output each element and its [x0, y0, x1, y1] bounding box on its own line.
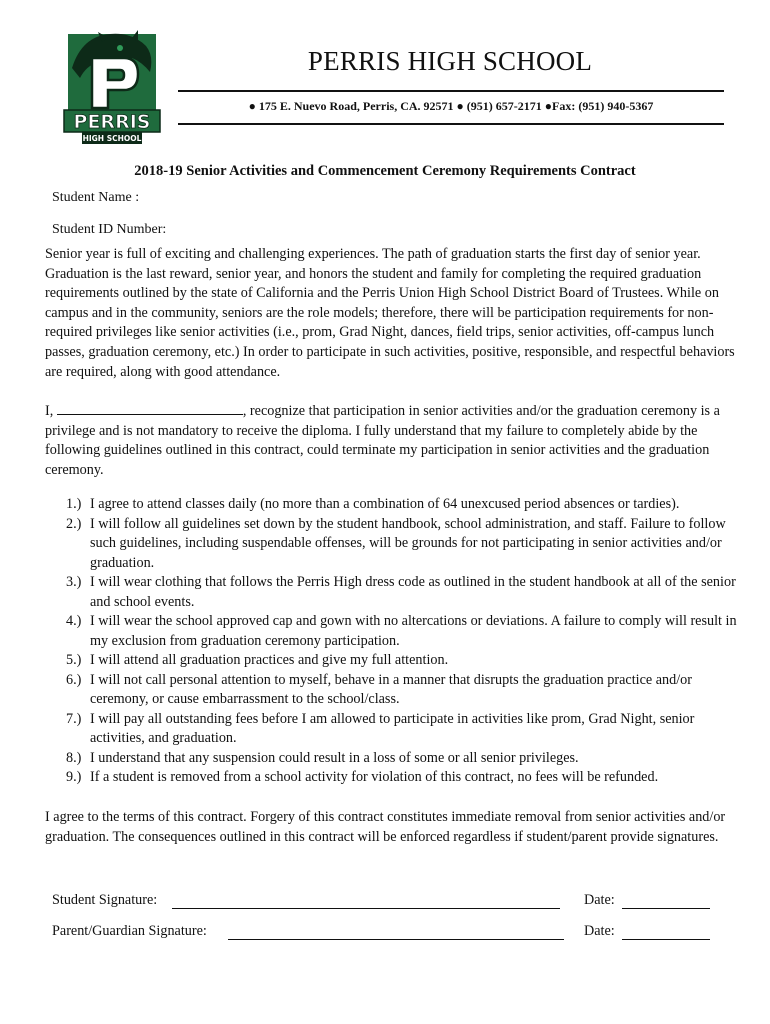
student-name-blank[interactable]: [57, 400, 243, 415]
item-number: 1.): [66, 496, 82, 512]
item-number: 4.): [66, 613, 82, 629]
item-text: I will wear the school approved cap and gown with no altercations or deviations. A failure to comply will result in my exclusion from graduation ceremony participation.: [90, 613, 737, 649]
header-divider-bottom: [178, 123, 724, 125]
item-number: 7.): [66, 710, 82, 727]
item-number: 2.): [66, 515, 82, 532]
school-name: PERRIS HIGH SCHOOL: [307, 46, 593, 76]
item-number: 8.): [66, 749, 82, 766]
student-id-label: Student ID Number:: [52, 222, 167, 237]
item-text: I agree to attend classes daily (no more than a combination of 64 unexcused period absences or tardies).: [90, 496, 680, 512]
item-text: I will attend all graduation practices and give my full attention.: [90, 652, 449, 668]
item-text: I will not call personal attention to myself, behave in a manner that disrupts the graduation practice and/or ceremony, or cause embarrassment to the school/class.: [90, 671, 692, 707]
student-name-label: Student Name :: [52, 190, 140, 205]
parent-date-line[interactable]: [622, 939, 710, 940]
item-text: I understand that any suspension could result in a loss of some or all senior privileges.: [90, 749, 579, 766]
list-item: [66, 749, 740, 769]
list-item: [66, 651, 740, 671]
list-item: [66, 573, 740, 612]
requirements-list: [66, 495, 740, 788]
student-date-line[interactable]: [622, 908, 710, 909]
list-item: [66, 612, 740, 651]
list-item: [66, 495, 740, 515]
contract-title: 2018-19 Senior Activities and Commencement Ceremony Requirements Contract: [134, 163, 636, 179]
item-text: I will pay all outstanding fees before I am allowed to participate in activities like prom, Grad Night, senior activities, and graduation.: [90, 710, 695, 746]
item-text: If a student is removed from a school activity for violation of this contract, no fees will be refunded.: [90, 769, 659, 785]
school-logo: [62, 28, 162, 148]
student-signature-line[interactable]: [172, 908, 560, 909]
student-date-label: Date:: [584, 892, 615, 908]
list-item: [66, 671, 740, 710]
student-signature-label: Student Signature:: [52, 892, 158, 908]
agreement-text: , recognize that participation in senior activities and/or the graduation ceremony is a privilege and is not mandatory to receive the diploma. I fully understand that my failure to completely abide by the following guidelines outlined in this contract, could terminate my participation in senior activities and the graduation ceremony.: [45, 403, 720, 478]
item-number: 3.): [66, 574, 82, 590]
intro-paragraph: Senior year is full of exciting and challenging experiences. The path of graduation starts the first day of senior year. Graduation is the last reward, senior year, and honors the student and family for completing the required graduation requirements outlined by the state of California and the Perris Union High School District Board of Trustees. While on campus and in the community, seniors are the role models; therefore, there will be participation requirements for non-required privileges like senior activities (i.e., prom, Grad Night, dances, field trips, senior activities, off-campus lunch passes, graduation ceremony, etc.) In order to participate in such activities, positive, responsible, and respectful behaviors are required, along with good attendance.: [45, 246, 735, 380]
logo-wordmark: PERRIS: [73, 111, 151, 133]
item-number: 5.): [66, 652, 82, 668]
item-number: 6.): [66, 671, 82, 688]
agreement-paragraph: [45, 400, 735, 480]
item-text: I will follow all guidelines set down by the student handbook, school administration, and staff. Failure to follow such guidelines, including suspendable offenses, will be grounds for not participating in senior activities and/or graduation.: [90, 515, 726, 571]
item-number: 9.): [66, 769, 82, 785]
agreement-prefix: I,: [45, 403, 57, 419]
closing-paragraph: I agree to the terms of this contract. Forgery of this contract constitutes immediate removal from senior activities and/or graduation. The consequences outlined in this contract will be enforced regardless if student/parent provide signatures.: [45, 809, 726, 845]
list-item: [66, 768, 740, 788]
parent-signature-line[interactable]: [228, 939, 564, 940]
item-text: I will wear clothing that follows the Perris High dress code as outlined in the student handbook at all of the senior and school events.: [90, 574, 736, 610]
list-item: [66, 515, 740, 574]
logo-subtext: HIGH SCHOOL: [82, 134, 142, 143]
header-divider-top: [178, 90, 724, 92]
list-item: [66, 710, 740, 749]
parent-date-label: Date:: [584, 923, 615, 939]
school-address: ● 175 E. Nuevo Road, Perris, CA. 92571 ● (951) 657-2171 ●Fax: (951) 940-5367: [248, 99, 654, 113]
parent-signature-label: Parent/Guardian Signature:: [52, 923, 207, 939]
